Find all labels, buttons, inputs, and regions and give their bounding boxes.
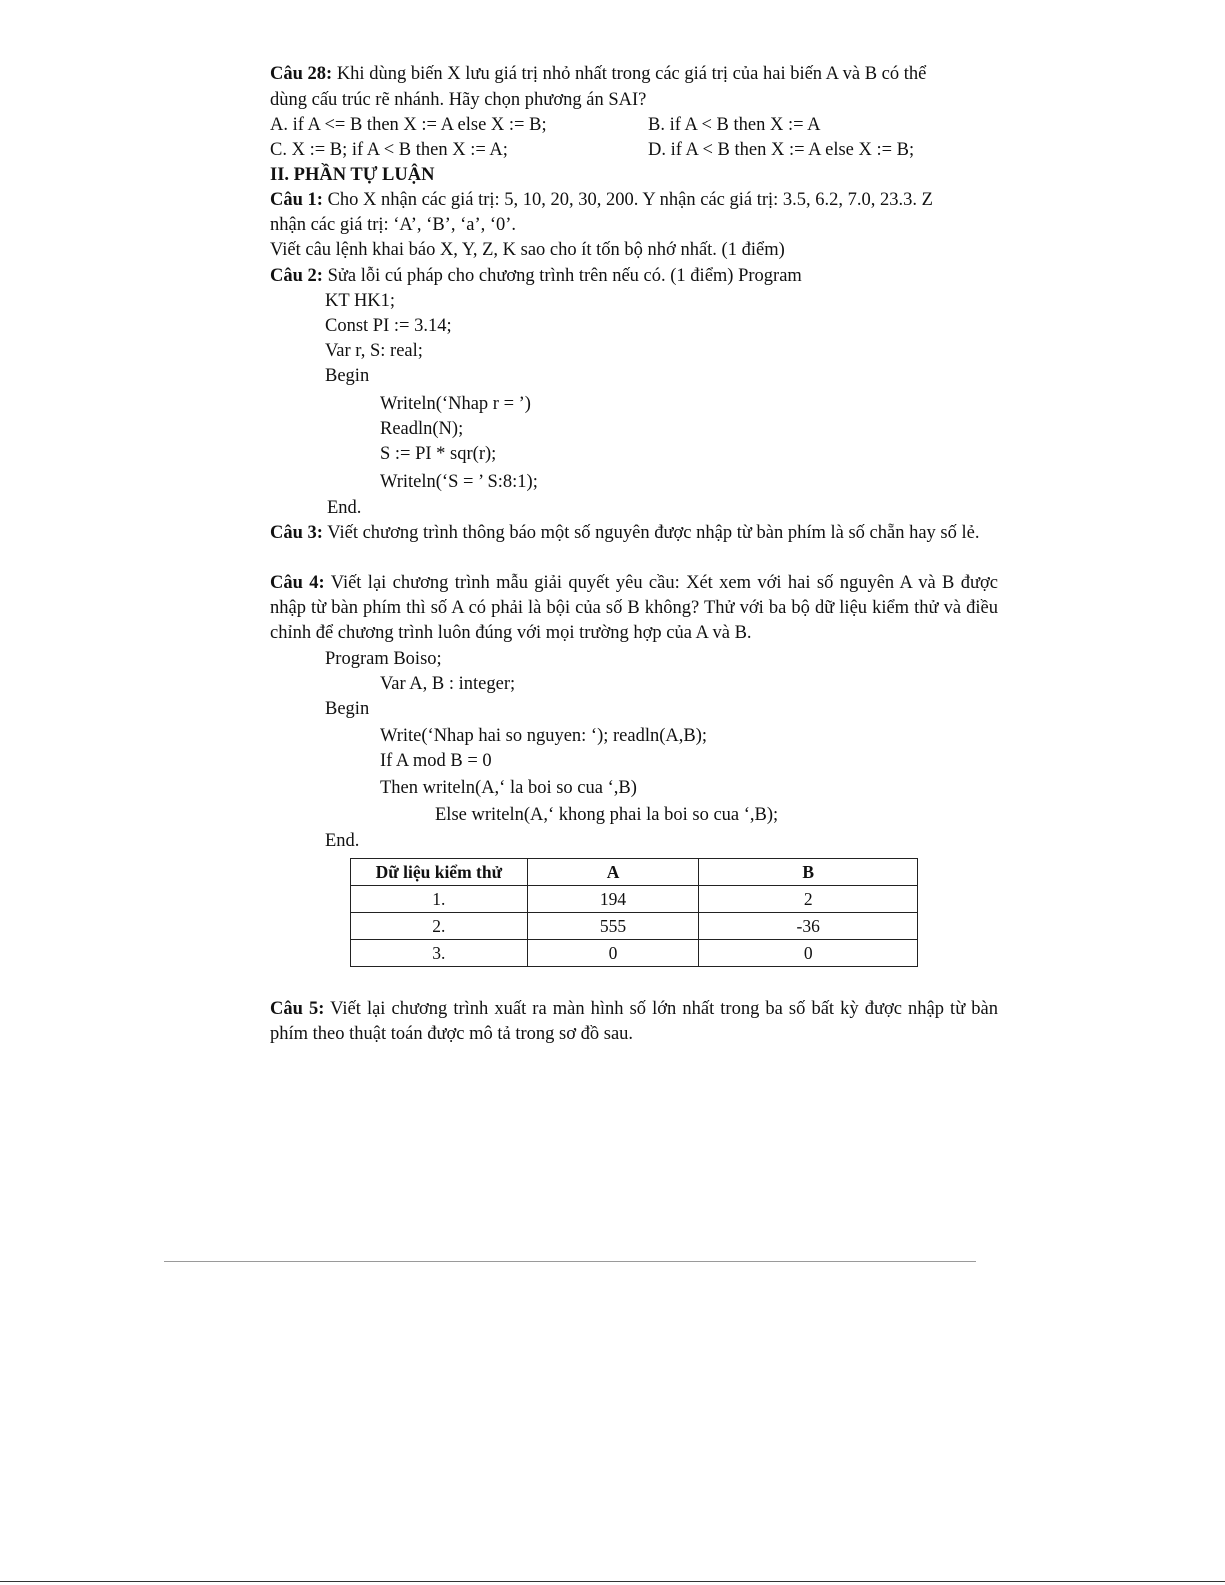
q3-label: Câu 3:: [270, 523, 323, 543]
q3-paragraph: [270, 521, 998, 546]
q1-line1: [270, 188, 933, 212]
q2-code-line: Writeln(‘S = ’ S:8:1);: [380, 472, 538, 492]
q4-paragraph: [270, 571, 998, 646]
table-row: [351, 940, 918, 967]
table-cell: 0: [699, 940, 918, 967]
table-cell: 1.: [351, 886, 528, 913]
table-cell: -36: [699, 913, 918, 940]
page-bottom-border: [0, 1581, 1225, 1582]
page-divider: [164, 1261, 976, 1262]
q28-option-b: B. if A < B then X := A: [648, 115, 821, 135]
q5-text: Viết lại chương trình xuất ra màn hình số lớn nhất trong ba số bất kỳ được nhập từ bàn phím theo thuật toán được mô tả trong sơ đồ sau.: [270, 999, 999, 1044]
table-cell: 555: [527, 913, 699, 940]
q2-code-line: End.: [327, 498, 362, 518]
q4-code-line: Write(‘Nhap hai so nguyen: ‘); readln(A,B);: [380, 726, 708, 746]
q4-code-line: Program Boiso;: [325, 649, 442, 669]
q4-code-line: Var A, B : integer;: [380, 674, 516, 694]
section-title: [270, 163, 434, 187]
table-header-row: [351, 859, 918, 886]
q28-line1: [270, 62, 926, 86]
q2-code-line: Const PI := 3.14;: [325, 316, 452, 336]
q1-line2: nhận các giá trị: ‘A’, ‘B’, ‘a’, ‘0’.: [270, 215, 517, 235]
q28-line2: dùng cấu trúc rẽ nhánh. Hãy chọn phương án SAI?: [270, 90, 647, 110]
table-row: [351, 886, 918, 913]
table-header-cell: A: [527, 859, 699, 886]
q2-text: Sửa lỗi cú pháp cho chương trình trên nếu có. (1 điểm) Program: [327, 266, 802, 286]
q28-option-d: D. if A < B then X := A else X := B;: [648, 140, 915, 160]
table-cell: 2: [699, 886, 918, 913]
test-data-table: [350, 858, 918, 967]
q1-line3: Viết câu lệnh khai báo X, Y, Z, K sao cho ít tốn bộ nhớ nhất. (1 điểm): [270, 240, 785, 260]
q2-label: Câu 2:: [270, 266, 323, 286]
q1-label: Câu 1:: [270, 190, 323, 210]
table-cell: 3.: [351, 940, 528, 967]
q5-paragraph: [270, 997, 998, 1047]
q4-code-line: Then writeln(A,‘ la boi so cua ‘,B): [380, 778, 637, 798]
q1-text: Cho X nhận các giá trị: 5, 10, 20, 30, 200. Y nhận các giá trị: 3.5, 6.2, 7.0, 23.3. Z: [327, 190, 933, 210]
table-cell: 2.: [351, 913, 528, 940]
q28-text: Khi dùng biến X lưu giá trị nhỏ nhất trong các giá trị của hai biến A và B có thể: [336, 64, 927, 84]
q4-code-line: End.: [325, 831, 360, 851]
q4-label: Câu 4:: [270, 573, 325, 593]
q2-code-line: Writeln(‘Nhap r = ’): [380, 394, 531, 414]
q4-code-line: If A mod B = 0: [380, 751, 492, 771]
table-header-cell: B: [699, 859, 918, 886]
q4-code-line: Else writeln(A,‘ khong phai la boi so cua ‘,B);: [435, 805, 779, 825]
q3-text: Viết chương trình thông báo một số nguyên được nhập từ bàn phím là số chẵn hay số lẻ.: [327, 523, 980, 543]
q28-label: Câu 28:: [270, 64, 333, 84]
q2-line1: [270, 264, 802, 288]
q4-text: Viết lại chương trình mẫu giải quyết yêu cầu: Xét xem với hai số nguyên A và B được nhập từ bàn phím thì số A có phải là bội của số B không? Thử với ba bộ dữ liệu kiểm thử và điều chỉnh để chương trình luôn đúng với mọi trường hợp của A và B.: [270, 573, 998, 643]
q28-option-c: C. X := B; if A < B then X := A;: [270, 140, 508, 160]
table-cell: 194: [527, 886, 699, 913]
table-row: [351, 913, 918, 940]
table-header-cell: Dữ liệu kiểm thử: [351, 859, 528, 886]
q2-code-line: S := PI * sqr(r);: [380, 444, 497, 464]
q2-code-line: KT HK1;: [325, 291, 396, 311]
q4-code-line: Begin: [325, 699, 370, 719]
q5-label: Câu 5:: [270, 999, 325, 1019]
q2-code-line: Var r, S: real;: [325, 341, 423, 361]
q2-code-line: Readln(N);: [380, 419, 464, 439]
q2-code-line: Begin: [325, 366, 370, 386]
section-title-text: II. PHẦN TỰ LUẬN: [270, 165, 435, 185]
table-cell: 0: [527, 940, 699, 967]
q28-option-a: A. if A <= B then X := A else X := B;: [270, 115, 547, 135]
